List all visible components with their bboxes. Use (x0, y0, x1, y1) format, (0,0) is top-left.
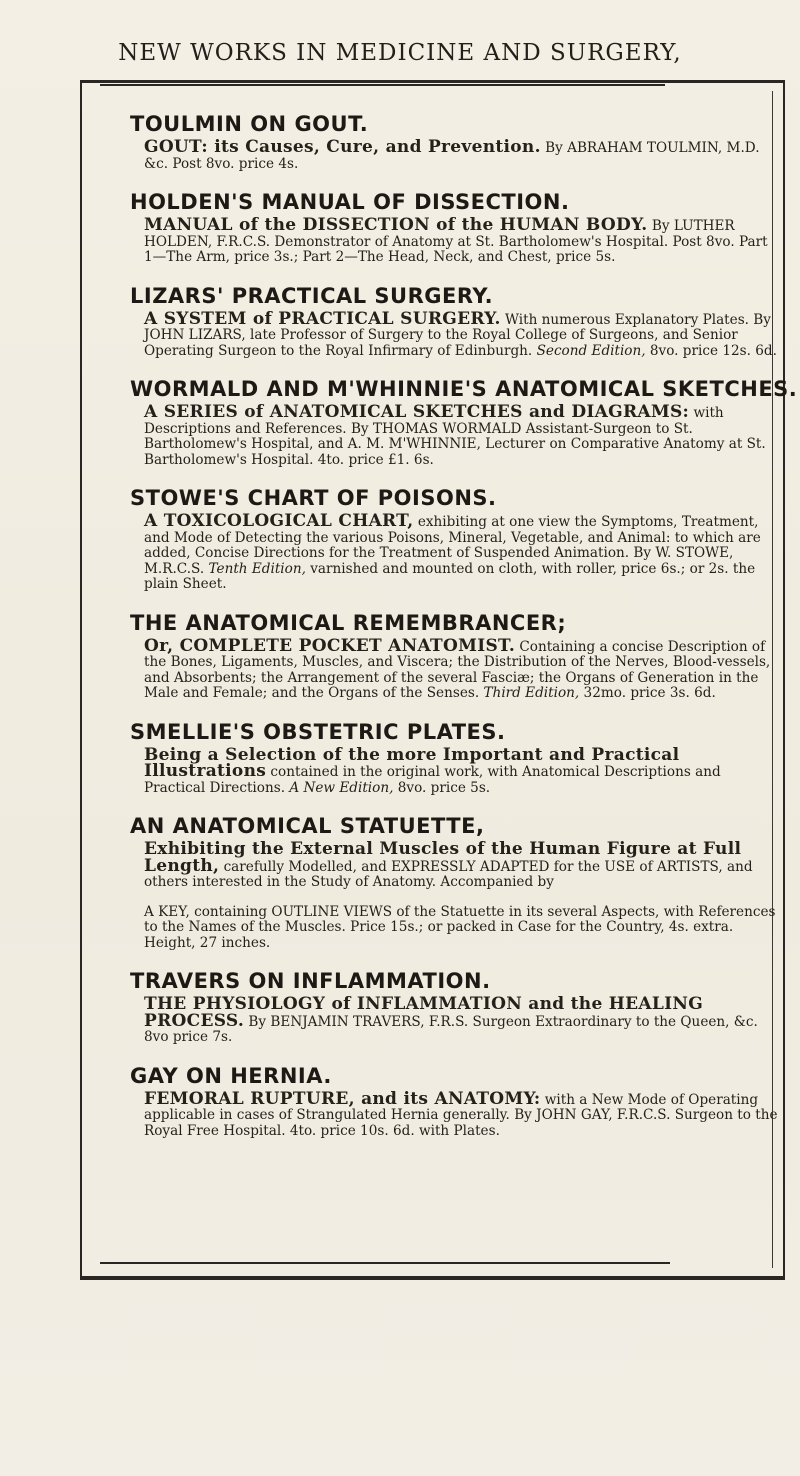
entry-holden (130, 188, 780, 266)
entry-smellie (130, 718, 780, 797)
entry-heading: HOLDEN'S MANUAL OF DISSECTION. (130, 190, 570, 214)
entry-description (130, 635, 780, 702)
entry-lead: A TOXICOLOGICAL CHART, (144, 511, 414, 531)
entry-lead: A SYSTEM of PRACTICAL SURGERY. (144, 308, 501, 329)
entry-heading: AN ANATOMICAL STATUETTE, (130, 814, 485, 838)
entry-description (130, 994, 780, 1046)
entry-description (130, 137, 780, 172)
catalogue-list (130, 110, 798, 1155)
entry-body: carefully Modelled, and EXPRESSLY ADAPTED for the USE of ARTISTS, and others interested in the Study of Anatomy. Accompanied by (144, 858, 753, 890)
entry-lead: A SERIES of ANATOMICAL SKETCHES and DIAGRAMS: (144, 402, 690, 422)
entry-body: exhibiting at one view the Symptoms, Treatment, and Mode of Detecting the various Poisons, Mineral, Vegetable, and Animal: to which are added, Concise Directions for the Treatment of Suspended Animation. By W. STOWE, M.R.C.S. (144, 514, 761, 577)
entry-price: 8vo. price 5s. (393, 779, 491, 796)
entry-remembrancer (130, 609, 780, 702)
entry-lead: Being a Selection of the more Important and Practical Illustrations (144, 744, 680, 781)
entry-gay (130, 1062, 780, 1140)
entry-edition: Tenth Edition, (204, 560, 306, 577)
entry-description (130, 402, 780, 468)
entry-lead: GOUT: its Causes, Cure, and Prevention. (144, 137, 541, 157)
entry-lead: MANUAL of the DISSECTION of the HUMAN BODY. (144, 215, 648, 235)
entry-edition: Third Edition, (479, 685, 580, 701)
entry-body: with a New Mode of Operating applicable in cases of Strangulated Hernia generally. By JOHN GAY, F.R.C.S. Surgeon to the Royal Free Hospital. 4to. price 10s. 6d. with Plates. (144, 1091, 778, 1139)
entry-travers (130, 967, 780, 1046)
entry-edition: Second Edition, (532, 342, 646, 359)
entry-key-description: A KEY, containing OUTLINE VIEWS of the Statuette in its several Aspects, with References to the Names of the Muscles. Price 15s.; or packed in Case for the Country, 4s. extra. Height, 27 inches. (144, 903, 776, 951)
entry-body: with Descriptions and References. By THOMAS WORMALD Assistant-Surgeon to St. Bartholomew's Hospital, and A. M. M'WHINNIE, Lecturer on Comparative Anatomy at St. Bartholomew's Hospital. 4to. price £1. 6s. (144, 405, 766, 468)
entry-description (130, 308, 780, 360)
page-header: NEW WORKS IN MEDICINE AND SURGERY, (118, 40, 682, 66)
entry-lizars (130, 282, 780, 360)
entry-price: 32mo. price 3s. 6d. (579, 685, 716, 701)
entry-edition: A New Edition, (285, 779, 394, 796)
entry-lead: Exhibiting the External Muscles of the Human Figure at Full Length, (144, 839, 742, 876)
entry-lead: THE PHYSIOLOGY of INFLAMMATION and the HEALING PROCESS. (144, 994, 704, 1031)
entry-body: With numerous Explanatory Plates. By JOHN LIZARS, late Professor of Surgery to the Royal College of Surgeons, and Senior Operating Surgeon to the Royal Infirmary of Edinburgh. (144, 311, 771, 359)
entry-price: 8vo. price 12s. 6d. (645, 342, 777, 359)
footer-rule (100, 1262, 670, 1264)
entry-body: Containing a concise Description of the Bones, Ligaments, Muscles, and Viscera; the Distribution of the Nerves, Blood-vessels, and Absorbents; the Arrangement of the several Fasciæ; the Organs of Generation in the Male and Female; and the Organs of the Senses. (144, 638, 771, 701)
entry-body: By LUTHER HOLDEN, F.R.C.S. Demonstrator of Anatomy at St. Bartholomew's Hospital. Post 8vo. Part 1—The Arm, price 3s.; Part 2—The Head, Neck, and Chest, price 5s. (144, 218, 768, 265)
entry-heading: LIZARS' PRACTICAL SURGERY. (130, 283, 494, 308)
entry-heading: GAY ON HERNIA. (130, 1063, 332, 1088)
entry-description (130, 839, 780, 891)
header-rule (100, 84, 665, 86)
entry-body: By BENJAMIN TRAVERS, F.R.S. Surgeon Extraordinary to the Queen, &c. 8vo price 7s. (144, 1013, 758, 1045)
entry-heading: STOWE'S CHART OF POISONS. (130, 486, 497, 510)
entry-lead: FEMORAL RUPTURE, and its ANATOMY: (144, 1088, 541, 1109)
entry-statuette (130, 812, 780, 951)
entry-lead: Or, COMPLETE POCKET ANATOMIST. (144, 635, 516, 656)
entry-wormald (130, 375, 798, 468)
entry-price: varnished and mounted on cloth, with roller, price 6s.; or 2s. the plain Sheet. (144, 560, 756, 592)
entry-description (130, 744, 780, 797)
entry-body: contained in the original work, with Anatomical Descriptions and Practical Directions. (144, 764, 721, 796)
entry-description (130, 215, 780, 266)
entry-heading: WORMALD AND M'WHINNIE'S ANATOMICAL SKETCHES. (130, 377, 798, 401)
entry-body: By ABRAHAM TOULMIN, M.D. &c. Post 8vo. price 4s. (144, 140, 760, 172)
entry-toulmin (130, 110, 780, 172)
entry-heading: THE ANATOMICAL REMEMBRANCER; (130, 610, 567, 635)
entry-heading: TRAVERS ON INFLAMMATION. (130, 969, 491, 993)
entry-description (130, 1088, 780, 1140)
entry-description (130, 511, 780, 593)
entry-heading: TOULMIN ON GOUT. (130, 112, 369, 136)
entry-heading: SMELLIE'S OBSTETRIC PLATES. (130, 719, 506, 744)
entry-stowe (130, 484, 780, 593)
